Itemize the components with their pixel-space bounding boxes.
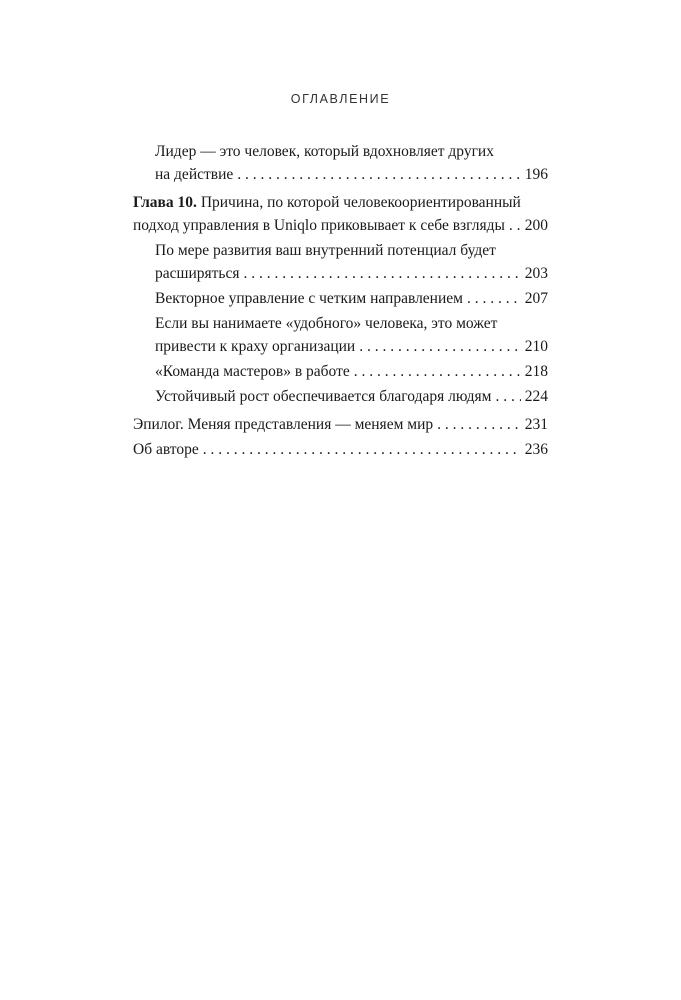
toc-entry[interactable]: [133, 287, 548, 310]
chapter-label: Глава 10.: [133, 194, 197, 211]
dot-leader: [359, 335, 521, 358]
toc-entry-title: Эпилог. Меняя представления — меняем мир: [133, 416, 434, 433]
toc-entry[interactable]: [133, 385, 548, 408]
toc-entry[interactable]: [133, 239, 548, 285]
toc-entry-title: «Команда мастеров» в работе: [155, 363, 350, 380]
toc-page-number: 196: [524, 166, 548, 183]
toc-page-number: 224: [524, 388, 548, 405]
dot-leader: [237, 163, 520, 186]
toc-page-number: 200: [524, 217, 548, 234]
dot-leader: [495, 385, 520, 408]
dot-leader: [509, 214, 521, 237]
toc-entry-title: Об авторе: [133, 441, 199, 458]
dot-leader: [354, 360, 521, 383]
toc-chapter-entry[interactable]: [133, 191, 548, 237]
toc-page-number: 231: [524, 416, 548, 433]
toc-entry-line: По мере развития ваш внутренний потенциал будет: [155, 242, 496, 259]
toc-page-number: 203: [524, 265, 548, 282]
toc-entry[interactable]: [133, 312, 548, 358]
toc-about-author-entry[interactable]: [133, 438, 548, 461]
chapter-title-line: Причина, по которой человекоориентированный: [200, 194, 521, 211]
toc-entry-title: подход управления в Uniqlo приковывает к себе взгляды: [133, 217, 505, 234]
toc-entry[interactable]: [133, 140, 548, 186]
toc-page-number: 236: [524, 441, 548, 458]
dot-leader: [467, 287, 521, 310]
toc-page-number: 210: [524, 338, 548, 355]
toc-entry-line: Если вы нанимаете «удобного» человека, это может: [155, 315, 498, 332]
toc-entry-line: [133, 191, 548, 214]
toc-entry-title: Векторное управление с четким направлением: [155, 290, 463, 307]
toc-page-number: 218: [524, 363, 548, 380]
toc-entry-title: на действие: [155, 166, 234, 183]
toc-entry[interactable]: [133, 360, 548, 383]
toc-entry-title: расширяться: [155, 265, 240, 282]
table-of-contents: [133, 140, 548, 463]
toc-page-number: 207: [524, 290, 548, 307]
dot-leader: [437, 413, 521, 436]
toc-entry-line: Лидер — это человек, который вдохновляет других: [155, 143, 494, 160]
dot-leader: [203, 438, 521, 461]
toc-entry-title: привести к краху организации: [155, 338, 356, 355]
toc-entry-title: Устойчивый рост обеспечивается благодаря людям: [155, 388, 492, 405]
running-head: ОГЛАВЛЕНИЕ: [290, 92, 391, 106]
toc-epilogue-entry[interactable]: [133, 413, 548, 436]
dot-leader: [243, 262, 520, 285]
